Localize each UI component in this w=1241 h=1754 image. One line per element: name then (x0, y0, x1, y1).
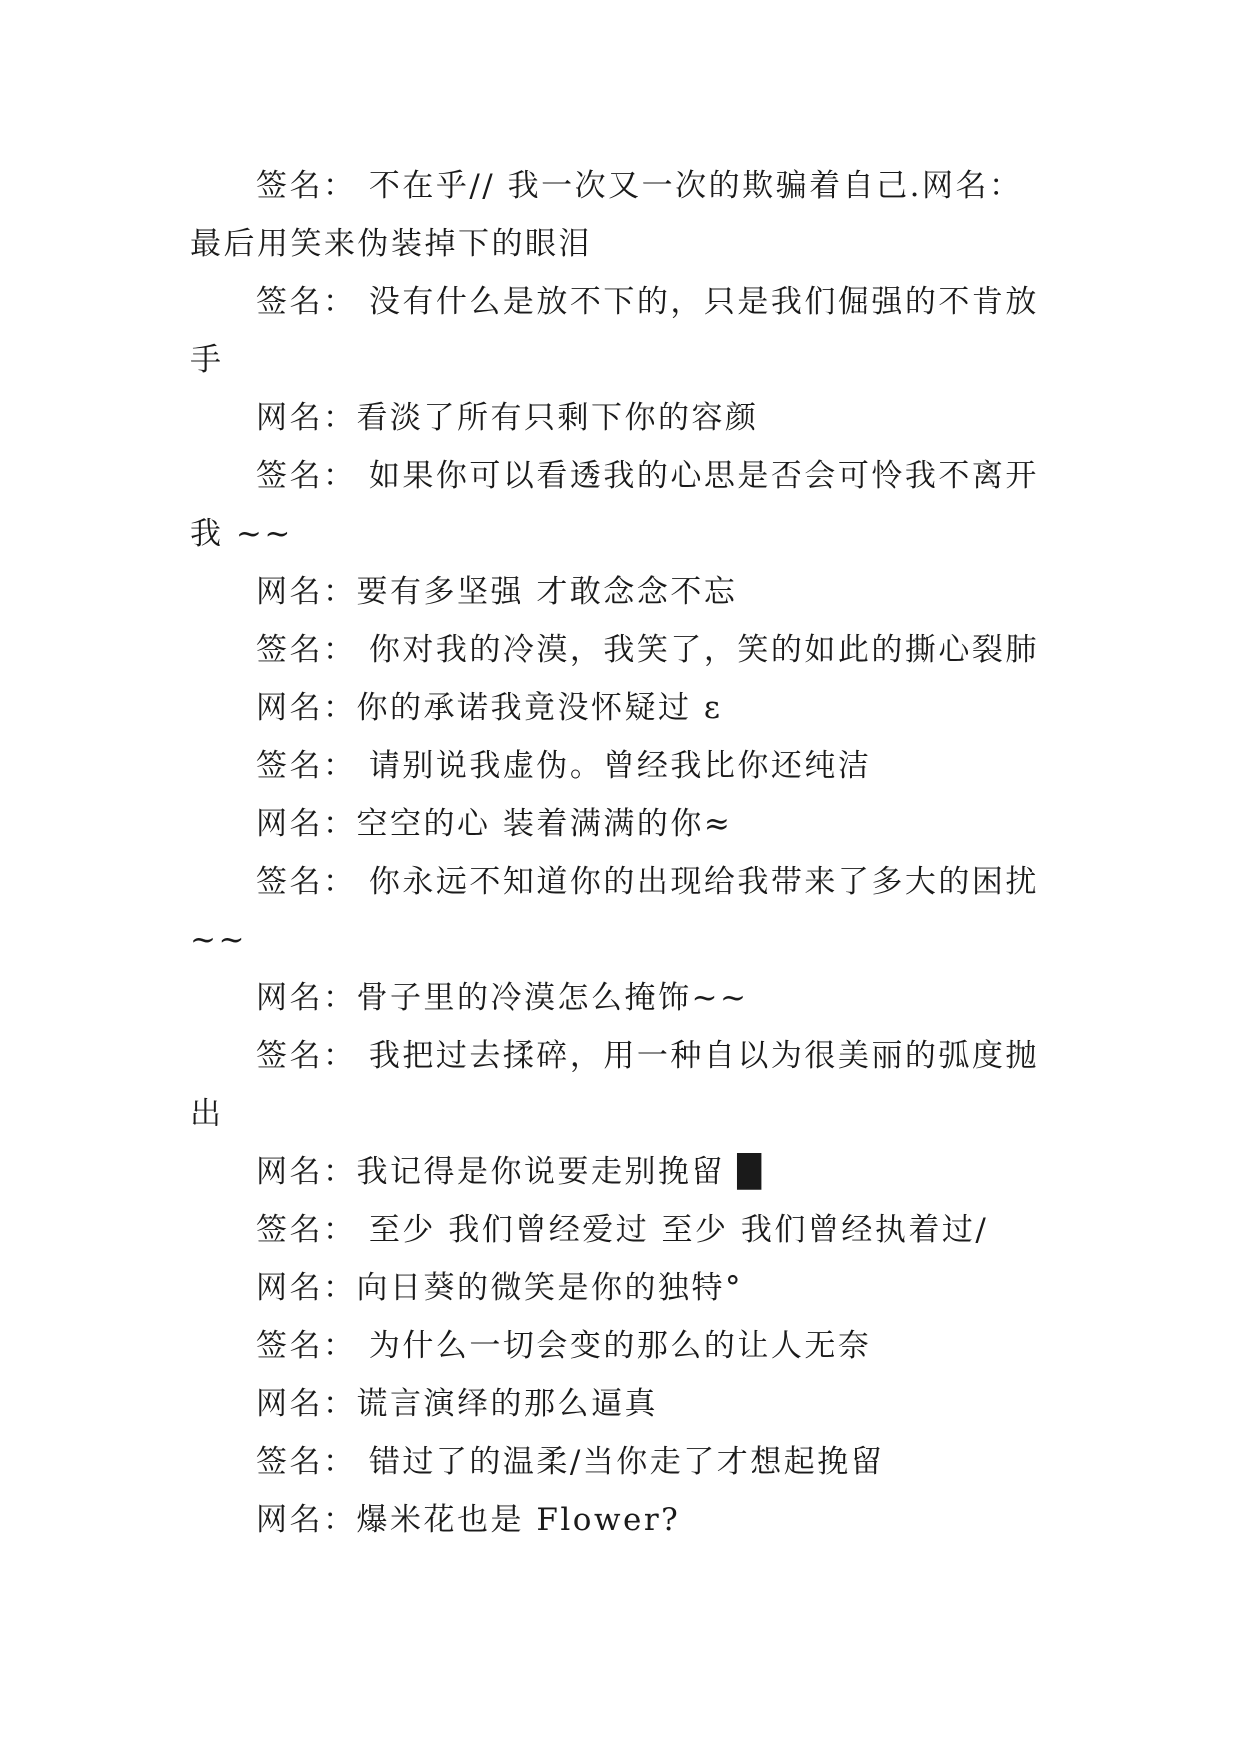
text-line: 网名：看淡了所有只剩下你的容颜 (256, 400, 759, 436)
text-line: 网名：谎言演绎的那么逼真 (256, 1386, 658, 1422)
text-line: 签名： 不在乎// 我一次又一次的欺骗着自己.网名：最后用笑来伪装掉下的眼泪 (190, 168, 1023, 262)
document-body (190, 157, 1050, 1549)
text-line: 网名：我记得是你说要走别挽留 █ (256, 1154, 764, 1190)
text-line: 网名：要有多坚强 才敢念念不忘 (256, 574, 738, 610)
text-line: 网名：爆米花也是 Flower? (256, 1502, 681, 1538)
text-line: 签名： 至少 我们曾经爱过 至少 我们曾经执着过/ (256, 1212, 989, 1248)
text-line: 签名： 如果你可以看透我的心思是否会可怜我不离开我 ~~ (190, 458, 1039, 552)
text-line: 签名： 请别说我虚伪。曾经我比你还纯洁 (256, 748, 872, 784)
text-line: 网名：向日葵的微笑是你的独特° (256, 1270, 743, 1306)
text-line: 签名： 错过了的温柔/当你走了才想起挽留 (256, 1444, 885, 1480)
text-line: 网名：骨子里的冷漠怎么掩饰~~ (256, 980, 749, 1016)
text-line: 签名： 我把过去揉碎，用一种自以为很美丽的弧度抛出 (190, 1038, 1039, 1132)
text-line: 网名：空空的心 装着满满的你≈ (256, 806, 733, 842)
text-line: 签名： 为什么一切会变的那么的让人无奈 (256, 1328, 872, 1364)
text-line: 签名： 你永远不知道你的出现给我带来了多大的困扰~~ (190, 864, 1039, 958)
text-line: 网名：你的承诺我竟没怀疑过 ɛ (256, 690, 723, 726)
text-line: 签名： 你对我的冷漠，我笑了，笑的如此的撕心裂肺 (256, 632, 1039, 668)
text-line: 签名： 没有什么是放不下的，只是我们倔强的不肯放手 (190, 284, 1039, 378)
